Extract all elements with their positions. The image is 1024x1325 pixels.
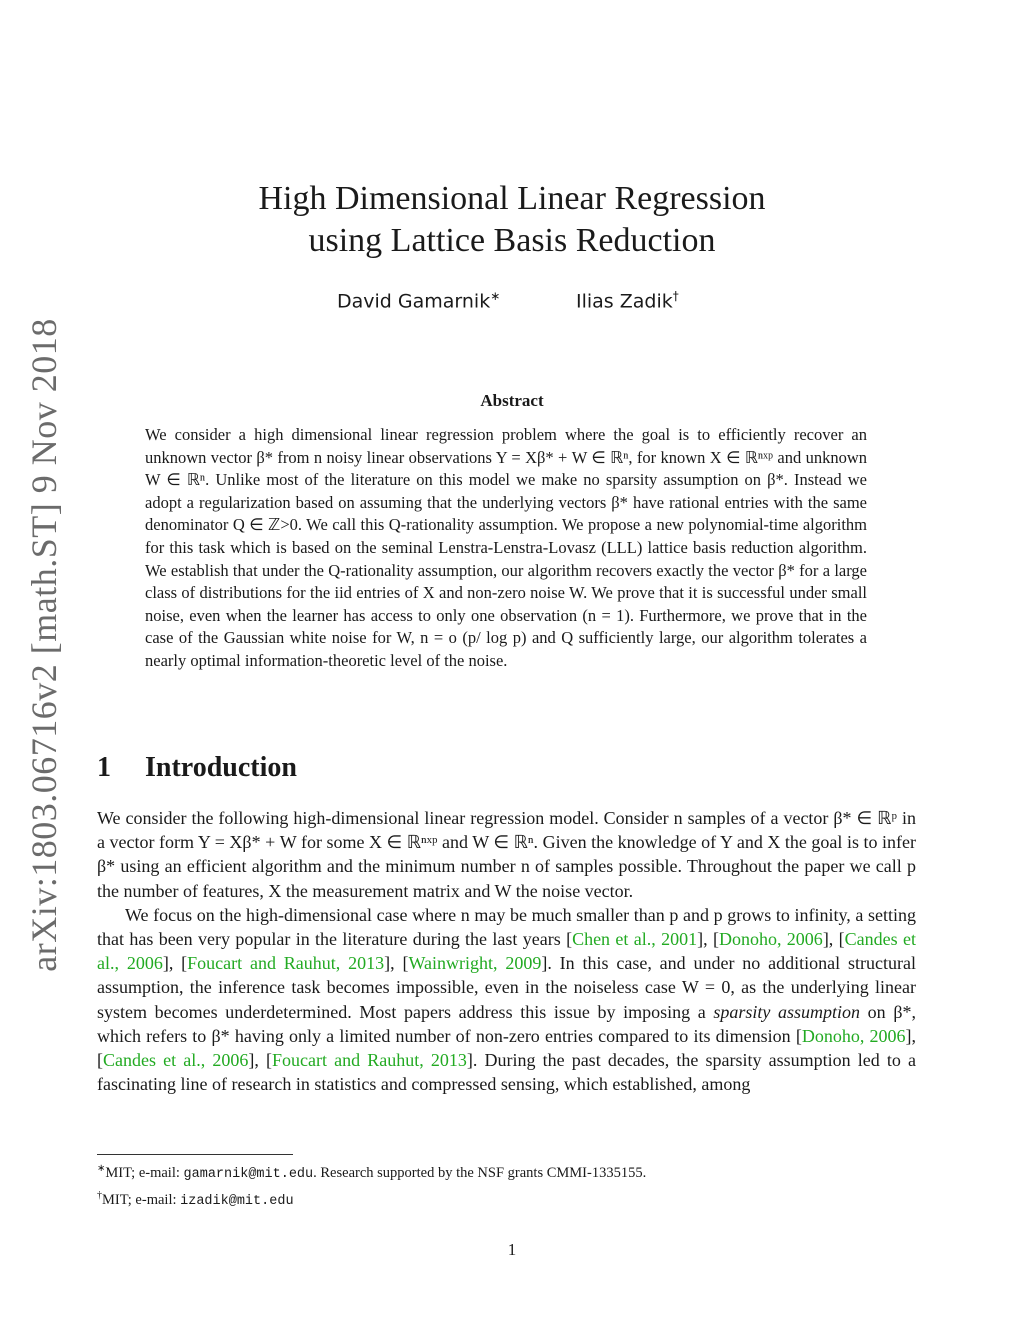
author-name: David Gamarnik [337, 290, 491, 313]
title-line-1: High Dimensional Linear Regression [258, 180, 766, 217]
footnote-mark: ∗ [97, 1163, 106, 1174]
footnote-text: . Research supported by the NSF grants CMMI-1335155. [313, 1164, 647, 1181]
text-run: ], [ [822, 929, 845, 950]
paper-title [0, 178, 1024, 262]
citation-link[interactable]: Donoho, 2006 [801, 1025, 906, 1046]
section-heading-introduction [97, 752, 297, 784]
text-run: ], [ [162, 953, 188, 974]
footnote-divider [97, 1154, 293, 1155]
intro-paragraph-2 [97, 903, 916, 1097]
citation-link[interactable]: Donoho, 2006 [718, 929, 823, 950]
email-gamarnik[interactable]: gamarnik@mit.edu [183, 1166, 314, 1182]
section-title: Introduction [145, 752, 297, 783]
footnote-text: MIT; e-mail: [105, 1164, 184, 1181]
text-run: We focus on the high-dimensional case where n may be much smaller than p and p grows to infinity, a setting that has been very popular in the literature during the last years [ [97, 904, 916, 950]
author-name: Ilias Zadik [576, 290, 673, 313]
text-run: ], [ [697, 929, 719, 950]
intro-paragraph-1: We consider the following high-dimensional linear regression model. Consider n samples of a vector β* ∈ ℝᵖ in a vector form Y = Xβ* + W for some X ∈ ℝⁿˣᵖ and W ∈ ℝⁿ. Given the knowledge of Y and X the goal is to infer β* using an efficient algorithm and the minimum number n of samples possible. Throughout the paper we call p the number of features, X the measurement matrix and W the noise vector. [97, 808, 916, 901]
author-zadik [576, 289, 679, 312]
text-run: ], [ [248, 1050, 272, 1071]
footnote-mark: † [97, 1189, 102, 1201]
section-number: 1 [97, 752, 111, 783]
citation-link[interactable]: Foucart and Rauhut, 2013 [271, 1050, 467, 1071]
arxiv-identifier-stamp: arXiv:1803.06716v2 [math.ST] 9 Nov 2018 [24, 318, 64, 972]
footnote-mark: ∗ [490, 289, 501, 303]
citation-link[interactable]: Chen et al., 2001 [572, 929, 698, 950]
text-run: ]. In this case, and under no additional structural assumption, the inference task becomes impossible, even in the noiseless case W = 0, as the underlying linear system becomes underdetermined. Most papers address this issue by imposing a [97, 953, 916, 1022]
page-number: 1 [507, 1240, 517, 1259]
citation-link[interactable]: Candes et al., 2006 [103, 1050, 249, 1071]
abstract-text: We consider a high dimensional linear regression problem where the goal is to efficiently recover an unknown vector β* from n noisy linear observations Y = Xβ* + W ∈ ℝⁿ, for known X ∈ ℝⁿˣᵖ and unknown W ∈ ℝⁿ. Unlike most of the literature on this model we make no sparsity assumption on β*. Instead we adopt a regularization based on assuming that the underlying vectors β* have rational entries with the same denominator Q ∈ ℤ>0. We call this Q-rationality assumption. We propose a new polynomial-time algorithm for this task which is based on the seminal Lenstra-Lenstra-Lovasz (LLL) lattice basis reduction algorithm. We establish that under the Q-rationality assumption, our algorithm recovers exactly the vector β* for a large class of distributions for the iid entries of X and non-zero noise W. We prove that it is successful under small noise, even when the learner has access to only one observation (n = 1). Furthermore, we prove that in the case of the Gaussian white noise for W, n = o (p/ log p) and Q sufficiently large, our algorithm tolerates a nearly optimal information-theoretic level of the noise. [145, 425, 867, 670]
footnote-text: MIT; e-mail: [102, 1191, 181, 1208]
footnote-2 [97, 1185, 916, 1212]
text-run: ], [ [384, 953, 409, 974]
abstract-heading: Abstract [480, 391, 544, 410]
introduction-body [97, 806, 916, 1096]
emphasis-sparsity: sparsity assumption [713, 1001, 861, 1022]
citation-link[interactable]: Wainwright, 2009 [408, 953, 542, 974]
footnotes [97, 1158, 916, 1212]
title-line-2: using Lattice Basis Reduction [308, 222, 716, 259]
author-gamarnik [337, 289, 500, 312]
footnote-1 [97, 1158, 916, 1185]
email-zadik[interactable]: izadik@mit.edu [180, 1193, 294, 1209]
citation-link[interactable]: Foucart and Rauhut, 2013 [187, 953, 385, 974]
footnote-mark: † [672, 289, 679, 303]
text-run: ]. During the past decades, the sparsity assumption led to a fascinating line of research in statistics and compressed sensing, which established, among [97, 1050, 916, 1095]
citation-link[interactable]: Candes et al., 2006 [97, 929, 916, 974]
text-run: on β*, which refers to β* having only a limited number of non-zero entries compared to its dimension [ [97, 1001, 916, 1046]
text-run: ], [ [97, 1025, 917, 1071]
